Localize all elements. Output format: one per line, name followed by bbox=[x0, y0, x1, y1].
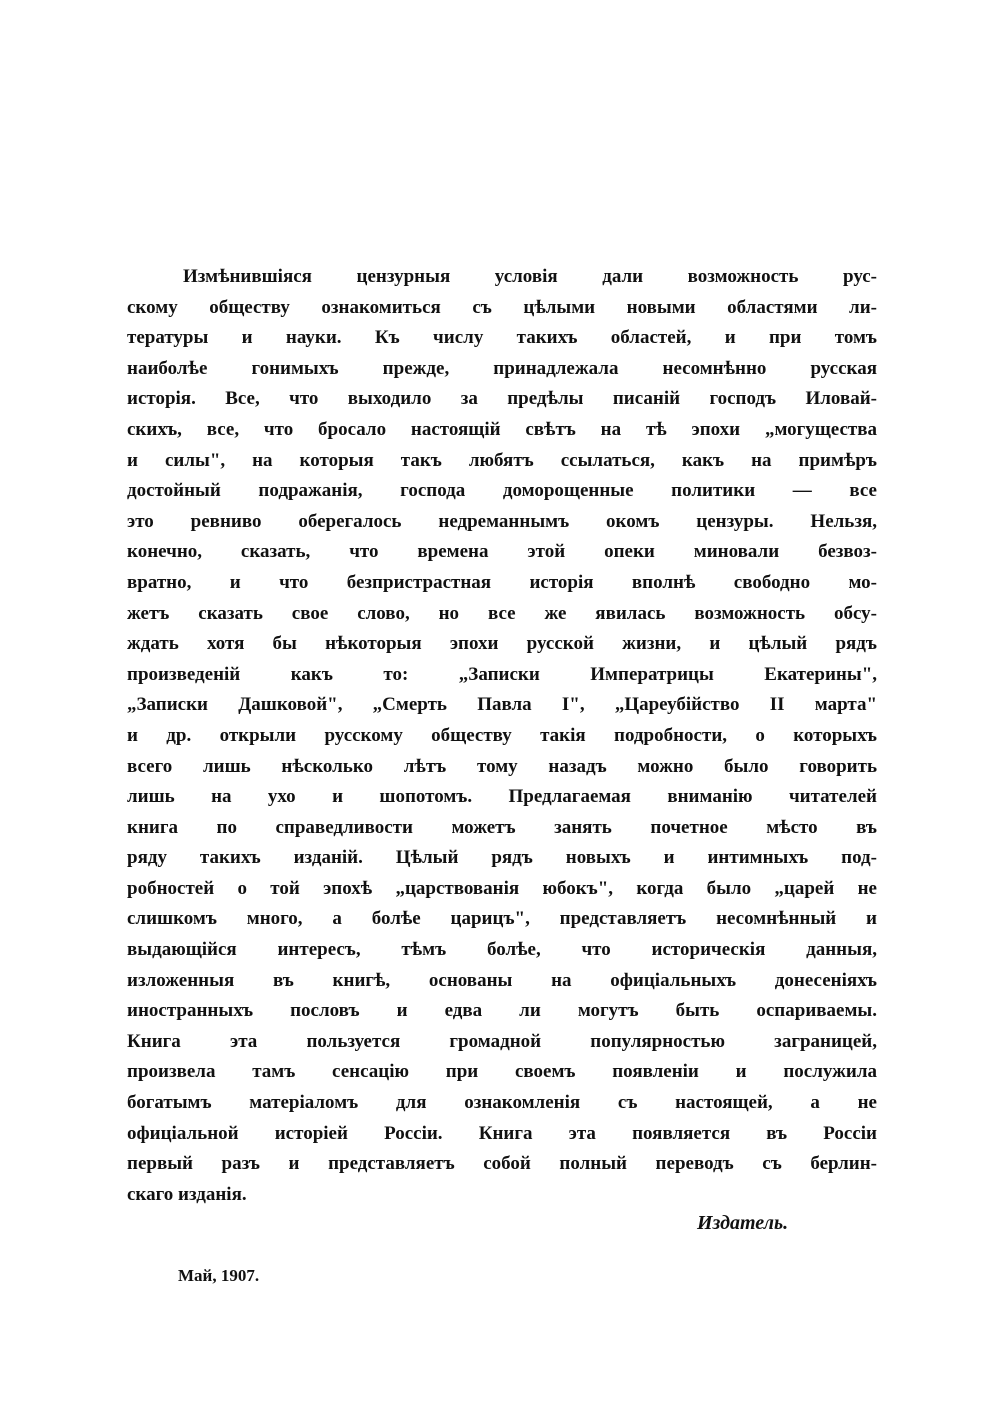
text-line: ряду такихъ изданій. Цѣлый рядъ новыхъ и интимныхъ под- bbox=[127, 847, 877, 869]
text-line: исторія. Все, что выходило за предѣлы писаній господъ Иловай- bbox=[127, 388, 877, 410]
text-line: всего лишь нѣсколько лѣтъ тому назадъ можно было говорить bbox=[127, 755, 877, 777]
text-line: и др. открыли русскому обществу такія подробности, о которыхъ bbox=[127, 724, 877, 746]
text-line: изложенныя въ книгѣ, основаны на офиціальныхъ донесеніяхъ bbox=[127, 969, 877, 991]
publication-date: Май, 1907. bbox=[178, 1266, 260, 1285]
preface-text bbox=[127, 262, 877, 1210]
text-line: иностранныхъ пословъ и едва ли могутъ быть оспариваемы. bbox=[127, 1000, 877, 1022]
text-line: богатымъ матеріаломъ для ознакомленія съ настоящей, а не bbox=[127, 1092, 877, 1114]
text-line: первый разъ и представляетъ собой полный переводъ съ берлин- bbox=[127, 1153, 877, 1175]
text-line: жетъ сказать свое слово, но все же явилась возможность обсу- bbox=[127, 602, 877, 624]
text-line: книга по справедливости можетъ занять почетное мѣсто въ bbox=[127, 816, 877, 838]
publisher-signature: Издатель. bbox=[697, 1212, 789, 1234]
text-line: выдающійся интересъ, тѣмъ болѣе, что историческія данныя, bbox=[127, 939, 877, 961]
text-line: вратно, и что безпристрастная исторія вполнѣ свободно мо- bbox=[127, 571, 877, 593]
text-line: лишь на ухо и шопотомъ. Предлагаемая вниманію читателей bbox=[127, 786, 877, 808]
text-line: скаго изданія. bbox=[127, 1183, 247, 1205]
text-line: наиболѣе гонимыхъ прежде, принадлежала несомнѣнно русская bbox=[127, 357, 877, 379]
text-line: это ревниво оберегалось недреманнымъ окомъ цензуры. Нельзя, bbox=[127, 510, 877, 532]
text-line: Книга эта пользуется громадной популярностью заграницей, bbox=[127, 1030, 877, 1052]
text-line: и силы", на которыя такъ любятъ ссылаться, какъ на примѣръ bbox=[127, 449, 877, 471]
text-line: произвела тамъ сенсацію при своемъ появленіи и послужила bbox=[127, 1061, 877, 1083]
text-line: „Записки Дашковой", „Смерть Павла I", „Цареубійство II марта" bbox=[127, 694, 877, 716]
text-line: слишкомъ много, а болѣе царицъ", представляетъ несомнѣнный и bbox=[127, 908, 877, 930]
text-line: достойный подражанія, господа доморощенные политики — все bbox=[127, 480, 877, 502]
text-line: скихъ, все, что бросало настоящій свѣтъ на тѣ эпохи „могущества bbox=[127, 418, 877, 440]
text-line: офиціальной исторіей Россіи. Книга эта появляется въ Россіи bbox=[127, 1122, 877, 1144]
text-line: конечно, сказать, что времена этой опеки миновали безвоз- bbox=[127, 541, 877, 563]
text-line: произведеній какъ то: „Записки Императрицы Екатерины", bbox=[127, 663, 877, 685]
text-line: ждать хотя бы нѣкоторыя эпохи русской жизни, и цѣлый рядъ bbox=[127, 633, 877, 655]
text-line: робностей о той эпохѣ „царствованія юбокъ", когда было „царей не bbox=[127, 877, 877, 899]
text-line: Измѣнившіяся цензурныя условія дали возможность рус- bbox=[183, 266, 877, 287]
text-line: тературы и науки. Къ числу такихъ областей, и при томъ bbox=[127, 327, 877, 349]
text-line: скому обществу ознакомиться съ цѣлыми новыми областями ли- bbox=[127, 296, 877, 318]
